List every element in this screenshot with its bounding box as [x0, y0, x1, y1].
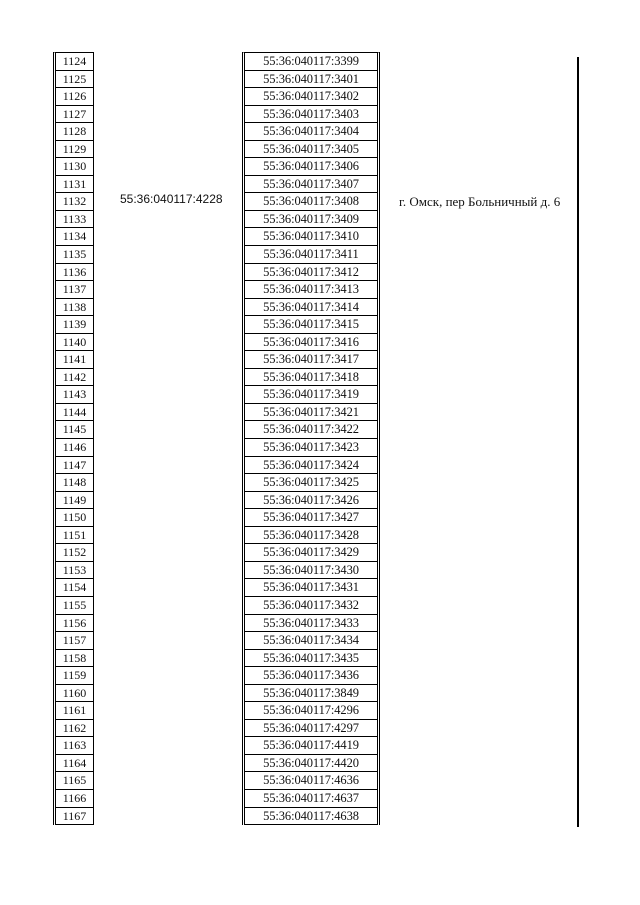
row-number-cell: 1133: [56, 211, 93, 229]
cadastral-number-cell: 55:36:040117:3409: [245, 211, 377, 229]
parent-cadastral-number: 55:36:040117:4228: [120, 192, 223, 206]
cadastral-number-cell: 55:36:040117:4297: [245, 720, 377, 738]
cadastral-number-cell: 55:36:040117:3436: [245, 667, 377, 685]
row-number-cell: 1156: [56, 615, 93, 633]
row-number-cell: 1159: [56, 667, 93, 685]
cadastral-number-cell: 55:36:040117:3403: [245, 106, 377, 124]
row-number-cell: 1137: [56, 281, 93, 299]
cadastral-number-cell: 55:36:040117:3406: [245, 158, 377, 176]
cadastral-number-cell: 55:36:040117:3402: [245, 88, 377, 106]
cadastral-number-cell: 55:36:040117:3410: [245, 228, 377, 246]
cadastral-number-cell: 55:36:040117:3414: [245, 299, 377, 317]
cadastral-number-cell: 55:36:040117:3432: [245, 597, 377, 615]
row-number-cell: 1131: [56, 176, 93, 194]
cadastral-number-cell: 55:36:040117:3434: [245, 632, 377, 650]
row-number-cell: 1160: [56, 685, 93, 703]
cadastral-number-cell: 55:36:040117:4637: [245, 790, 377, 808]
cadastral-number-cell: 55:36:040117:3424: [245, 457, 377, 475]
cadastral-number-cell: 55:36:040117:4296: [245, 702, 377, 720]
cadastral-number-cell: 55:36:040117:3427: [245, 509, 377, 527]
cadastral-number-cell: 55:36:040117:4636: [245, 772, 377, 790]
cadastral-number-cell: 55:36:040117:3421: [245, 404, 377, 422]
cadastral-number-cell: 55:36:040117:4638: [245, 808, 377, 826]
cadastral-number-cell: 55:36:040117:3423: [245, 439, 377, 457]
row-number-cell: 1165: [56, 772, 93, 790]
row-number-cell: 1139: [56, 316, 93, 334]
row-number-cell: 1147: [56, 457, 93, 475]
row-number-cell: 1153: [56, 562, 93, 580]
cadastral-number-cell: 55:36:040117:3411: [245, 246, 377, 264]
cadastral-number-cell: 55:36:040117:3426: [245, 492, 377, 510]
cadastral-number-cell: 55:36:040117:3849: [245, 685, 377, 703]
row-number-cell: 1141: [56, 351, 93, 369]
cadastral-number-cell: 55:36:040117:3417: [245, 351, 377, 369]
cadastral-number-cell: 55:36:040117:3431: [245, 579, 377, 597]
row-number-cell: 1146: [56, 439, 93, 457]
cadastral-number-cell: 55:36:040117:3407: [245, 176, 377, 194]
row-number-cell: 1162: [56, 720, 93, 738]
row-number-cell: 1143: [56, 386, 93, 404]
row-number-cell: 1163: [56, 737, 93, 755]
cadastral-number-cell: 55:36:040117:3412: [245, 264, 377, 282]
row-number-cell: 1124: [56, 53, 93, 71]
row-number-cell: 1158: [56, 650, 93, 668]
row-number-cell: 1152: [56, 544, 93, 562]
cadastral-number-cell: 55:36:040117:3428: [245, 527, 377, 545]
cadastral-number-cell: 55:36:040117:3430: [245, 562, 377, 580]
row-number-cell: 1154: [56, 579, 93, 597]
cadastral-number-cell: 55:36:040117:3416: [245, 334, 377, 352]
row-number-cell: 1148: [56, 474, 93, 492]
row-number-cell: 1138: [56, 299, 93, 317]
cadastral-number-column: [242, 52, 380, 825]
row-number-cell: 1166: [56, 790, 93, 808]
row-number-cell: 1142: [56, 369, 93, 387]
cadastral-number-cell: 55:36:040117:3415: [245, 316, 377, 334]
row-number-cell: 1149: [56, 492, 93, 510]
cadastral-number-cell: 55:36:040117:4419: [245, 737, 377, 755]
row-number-cell: 1151: [56, 527, 93, 545]
row-number-cell: 1135: [56, 246, 93, 264]
row-number-cell: 1127: [56, 106, 93, 124]
row-number-cell: 1128: [56, 123, 93, 141]
cadastral-number-cell: 55:36:040117:3425: [245, 474, 377, 492]
row-number-cell: 1126: [56, 88, 93, 106]
row-number-column: [53, 52, 94, 825]
row-number-cell: 1134: [56, 228, 93, 246]
cadastral-number-cell: 55:36:040117:3435: [245, 650, 377, 668]
cadastral-number-cell: 55:36:040117:3405: [245, 141, 377, 159]
address-text: г. Омск, пер Больничный д. 6: [399, 194, 561, 209]
row-number-cell: 1155: [56, 597, 93, 615]
row-number-cell: 1167: [56, 808, 93, 826]
row-number-cell: 1129: [56, 141, 93, 159]
row-number-cell: 1130: [56, 158, 93, 176]
cadastral-number-cell: 55:36:040117:3433: [245, 615, 377, 633]
cadastral-number-cell: 55:36:040117:3401: [245, 71, 377, 89]
row-number-cell: 1140: [56, 334, 93, 352]
cadastral-number-cell: 55:36:040117:3419: [245, 386, 377, 404]
cadastral-number-cell: 55:36:040117:3418: [245, 369, 377, 387]
row-number-cell: 1150: [56, 509, 93, 527]
row-number-cell: 1144: [56, 404, 93, 422]
table-right-border: [577, 57, 579, 827]
row-number-cell: 1164: [56, 755, 93, 773]
cadastral-number-cell: 55:36:040117:3413: [245, 281, 377, 299]
row-number-cell: 1145: [56, 421, 93, 439]
cadastral-number-cell: 55:36:040117:3429: [245, 544, 377, 562]
cadastral-number-cell: 55:36:040117:3404: [245, 123, 377, 141]
cadastral-number-cell: 55:36:040117:3399: [245, 53, 377, 71]
cadastral-number-cell: 55:36:040117:4420: [245, 755, 377, 773]
cadastral-number-cell: 55:36:040117:3422: [245, 421, 377, 439]
row-number-cell: 1136: [56, 264, 93, 282]
row-number-cell: 1132: [56, 193, 93, 211]
row-number-cell: 1157: [56, 632, 93, 650]
row-number-cell: 1161: [56, 702, 93, 720]
row-number-cell: 1125: [56, 71, 93, 89]
cadastral-number-cell: 55:36:040117:3408: [245, 193, 377, 211]
